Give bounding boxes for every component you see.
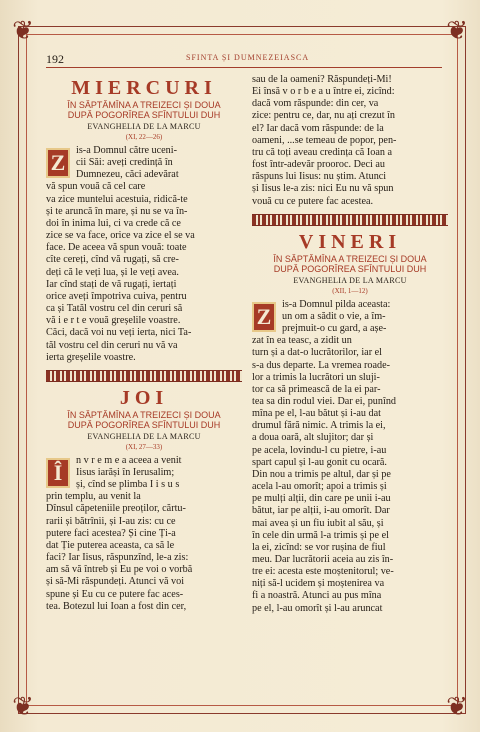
text-line: tru că toți aveau credința că Ioan a <box>252 146 392 158</box>
text-line: vă spun vouă că cel care <box>46 181 146 193</box>
text-line: tea. Botezul lui Ioan a fost din cer, <box>46 600 187 612</box>
running-title: SFINTA ȘI DUMNEZEIASCA <box>186 53 310 62</box>
scripture-reference: (XI, 27—33) <box>125 442 163 451</box>
drop-cap: Z <box>46 148 70 178</box>
text-line: turn și a dat-o lucrătorilor, iar el <box>252 347 382 359</box>
section-subtitle: ÎN SĂPTĂMÎNA A TREIZECI ȘI DOUA <box>67 100 221 110</box>
ornamental-band <box>46 370 242 382</box>
text-line: doi în inima lui, ci va crede că ce <box>46 217 181 229</box>
drop-cap: Z <box>252 302 276 332</box>
section-subtitle: DUPĂ POGORÎREA SFÎNTULUI DUH <box>67 419 221 430</box>
header-rule <box>46 67 442 68</box>
text-line: Iar cînd stați de vă rugați, iertați <box>46 278 177 290</box>
text-line: s-a dus departe. La vremea roade- <box>252 359 391 371</box>
text-line: va zice muntelui acestuia, ridică-te <box>46 193 188 205</box>
text-line: dat Ție puterea aceasta, ca să le <box>46 539 175 551</box>
text-line: acela l-au omorît; apoi a trimis și <box>252 481 387 493</box>
corner-ornament-icon: ❦ <box>12 692 34 721</box>
text-line: ierta greșelile voastre. <box>46 351 136 363</box>
text-line: Din nou a trimis pe altul, dar și pe <box>252 468 391 480</box>
text-line: zice se va face, orice va zice el se va <box>46 230 195 242</box>
reading-text <box>46 145 242 364</box>
corner-ornament-icon: ❦ <box>12 16 34 45</box>
text-line: faci? Iar Iisus, răspunzînd, le-a zis: <box>46 552 189 564</box>
text-line: pe acela, lovindu-l cu pietre, i-au <box>252 444 387 456</box>
reading-text <box>46 455 242 613</box>
page-number: 192 <box>46 52 64 66</box>
section-subtitle: DUPĂ POGORÎREA SFÎNTULUI DUH <box>67 110 221 120</box>
text-line: tre ei: acesta este moștenitorul; ve- <box>252 566 394 578</box>
text-line: mîna pe el, l-au bătut și i-au dat <box>252 408 382 420</box>
text-line: el? Iar dacă vom răspunde: de la <box>252 122 384 134</box>
gospel-heading: EVANGHELIA DE LA MARCU <box>87 431 201 441</box>
text-line: prejmuit-o cu gard, a așe- <box>282 323 387 335</box>
text-line: tea sa din rodul viei. Dar ei, punînd <box>252 395 397 407</box>
text-line: și să-Mi răspundeți. Atunci vă voi <box>46 576 185 588</box>
day-title: MIERCURI <box>71 77 217 99</box>
gospel-heading: EVANGHELIA DE LA MARCU <box>293 275 407 285</box>
text-line: Dînsul căpeteniile preoților, cărtu- <box>46 503 186 515</box>
text-line: orice aveți împotriva cuiva, pentru <box>46 290 187 302</box>
text-line: bătut, iar pe alții, i-au omorît. Dar <box>252 505 390 517</box>
section-subtitle: ÎN SĂPTĂMÎNA A TREIZECI ȘI DOUA <box>273 253 427 264</box>
section-subtitle: DUPĂ POGORÎREA SFÎNTULUI DUH <box>273 263 427 274</box>
scripture-reference: (XII, 1—12) <box>332 286 368 295</box>
drop-cap: Î <box>46 458 70 488</box>
day-title: VINERI <box>298 230 402 253</box>
text-line: un om a sădit o vie, a îm- <box>282 310 386 322</box>
text-line: meu. Dar lucrătorii aceia au zis în- <box>252 554 394 565</box>
day-title: JOI <box>119 386 169 409</box>
text-line: prin templu, au venit la <box>46 491 141 503</box>
text-line: spune și Eu cu ce putere fac aces- <box>46 588 184 600</box>
corner-ornament-icon: ❦ <box>446 16 468 45</box>
text-line: pe el, l-au omorît și l-au aruncat <box>252 602 383 614</box>
text-line: is-a Domnul pilda aceasta: <box>282 298 391 310</box>
corner-ornament-icon: ❦ <box>446 692 468 721</box>
text-line: ca și Tatăl vostru cel din ceruri să <box>46 303 183 315</box>
text-line: spart capul și l-au gonit cu ocară. <box>252 456 387 468</box>
text-line: Iisus iarăși în Ierusalim; <box>76 466 175 478</box>
text-line: putere faci acestea? Și cine Ți-a <box>46 527 176 539</box>
text-line: zice: pentru ce, dar, nu ați crezut în <box>252 110 395 122</box>
text-line: oameni, ...se temeau de popor, pen- <box>252 134 397 146</box>
text-line: Căci, dacă voi nu veți ierta, nici Ta- <box>46 327 192 339</box>
text-line: și, cînd se plimba I i s u s <box>76 479 180 491</box>
text-line: Ei însă v o r b e a u între ei, zicînd: <box>252 86 395 98</box>
text-line: la ei, zicînd: se vor rușina de fiul <box>252 541 386 553</box>
section-subtitle: ÎN SĂPTĂMÎNA A TREIZECI ȘI DOUA <box>67 409 221 420</box>
text-line: a doua oară, alt slujitor; dar și <box>252 432 374 444</box>
text-line: fi a noastră. Atunci au pus mîna <box>252 590 382 602</box>
text-line: am să vă întreb și Eu pe voi o vorbă <box>46 564 193 576</box>
text-line: rarii și bătrînii, și I-au zis: cu ce <box>46 515 176 527</box>
text-line: în cele din urmă l-a trimis și pe el <box>252 529 389 541</box>
text-line: lor a trimis la lucrători un sluji- <box>252 371 380 383</box>
reading-text <box>252 299 448 615</box>
text-line: Dumnezeu, căci adevărat <box>76 169 179 181</box>
left-column <box>46 74 242 613</box>
text-line: niți să-l ucidem și moștenirea va <box>252 578 385 590</box>
reading-text-continued <box>252 74 448 208</box>
text-line: drumul fără nimic. A trimis la ei, <box>252 420 386 432</box>
text-line: cîte cereți, cînd vă rugați, să cre- <box>46 254 179 266</box>
text-line: și Iisus le-a zis: nici Eu nu vă spun <box>252 183 394 195</box>
text-line: fost într-adevăr prooroc. Deci au <box>252 159 386 171</box>
text-line: tăl vostru cel din ceruri nu vă va <box>46 339 178 351</box>
text-line: sau de la oameni? Răspundeți-Mi! <box>252 74 392 85</box>
text-line: cii Săi: aveți credință în <box>76 157 173 169</box>
text-line: dacă vom răspunde: din cer, va <box>252 98 379 110</box>
ornamental-band <box>252 214 448 226</box>
right-column <box>252 74 448 615</box>
text-line: vouă cu ce putere fac acestea. <box>252 195 374 207</box>
text-line: răspuns lui Iisus: nu știm. Atunci <box>252 171 387 183</box>
text-line: deți că le veți lua, și le veți avea. <box>46 266 179 278</box>
text-line: pe mulți alții, din care pe unii i-au <box>252 493 391 505</box>
gospel-heading: EVANGHELIA DE LA MARCU <box>87 122 201 131</box>
text-line: zat în ea teasc, a zidit un <box>252 335 352 347</box>
text-line: is-a Domnul către uceni- <box>76 145 177 156</box>
text-line: mai avea și un fiu iubit al său, și <box>252 517 384 529</box>
text-line: și te aruncă în mare, și nu se va în- <box>46 205 188 217</box>
text-line: face. De aceea vă spun vouă: toate <box>46 242 187 254</box>
text-line: tor ca să primească de la ei par- <box>252 383 381 395</box>
text-line: n v r e m e a aceea a venit <box>76 454 182 466</box>
scripture-reference: (XI, 22—26) <box>125 133 163 141</box>
text-line: vă i e r t e vouă greșelile voastre. <box>46 315 181 327</box>
